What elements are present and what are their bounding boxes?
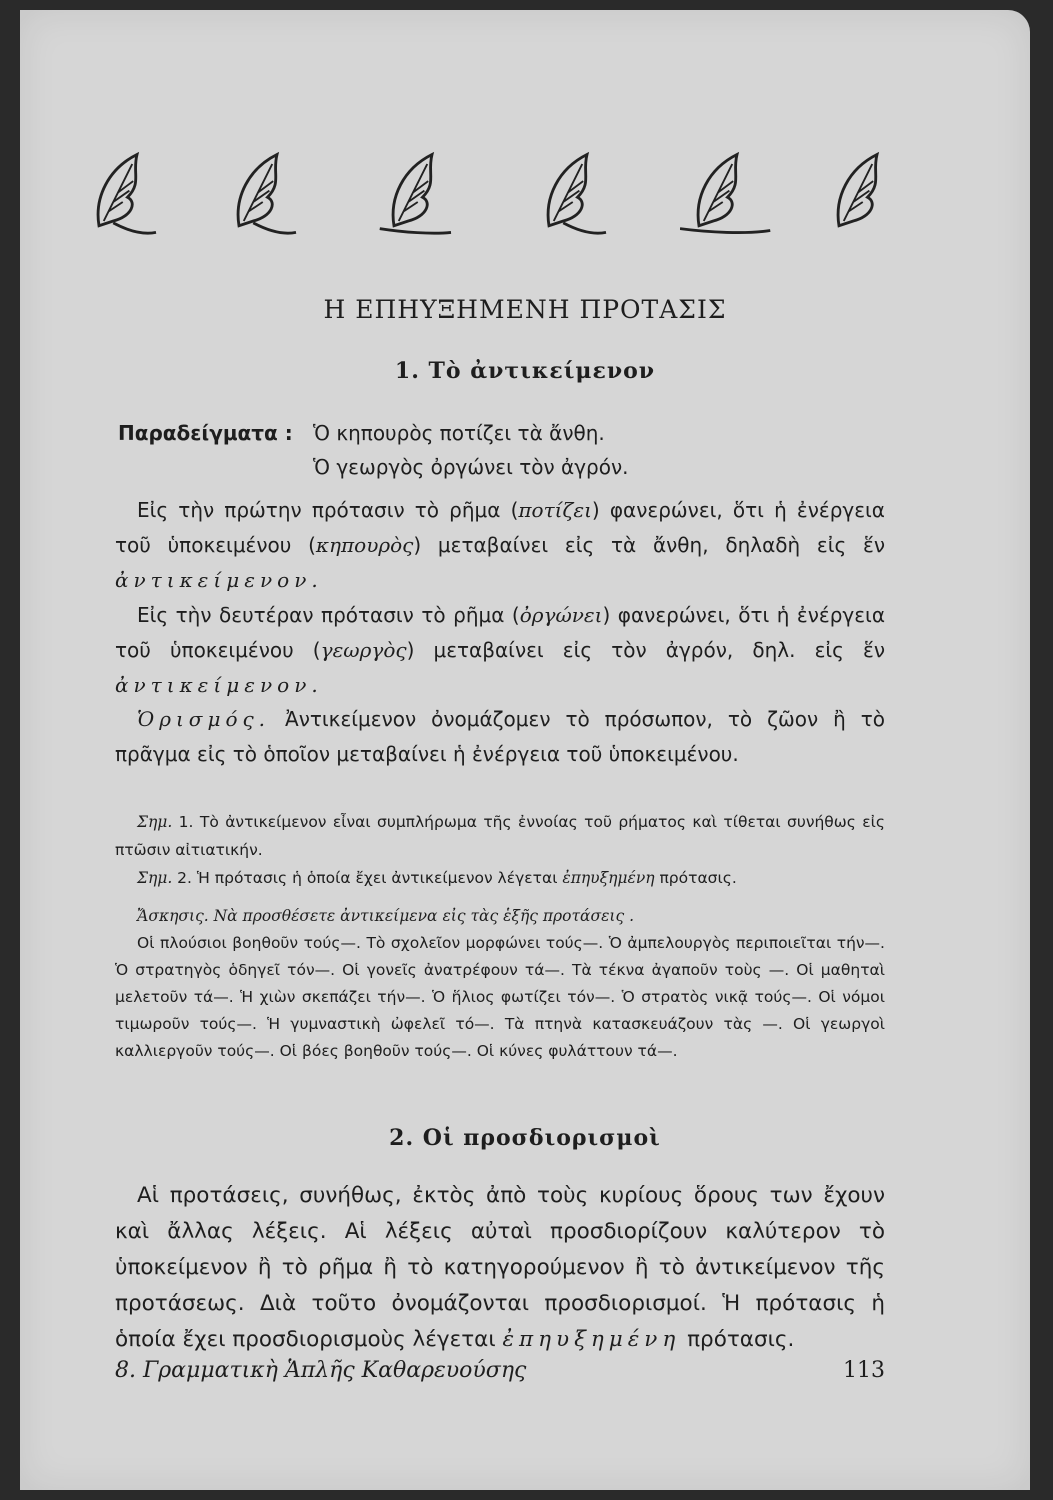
paragraph-1: Εἰς τὴν πρώτην πρότασιν τὸ ρῆμα (ποτίζει) φανερώνει, ὅτι ἡ ἐνέργεια τοῦ ὑποκειμένου (κηπουρὸς) μεταβαίνει εἰς τὰ ἄνθη, δηλαδὴ εἰς ἕν ἀντικείμενον. <box>115 498 885 592</box>
leaf-ornament-icon <box>220 145 315 240</box>
exercise-text: Οἱ πλούσιοι βοηθοῦν τούς—. Τὸ σχολεῖον μορφώνει τούς—. Ὁ ἀμπελουργὸς περιποιεῖται τήν—. Ὁ στρατηγὸς ὁδηγεῖ τόν—. Οἱ γονεῖς ἀνατρέφουν τά—. Τὰ τέκνα ἀγαποῦν τοὺς —. Οἱ μαθηταὶ μελετοῦν τά—. Ἡ χιὼν σκεπάζει τήν—. Ὁ ἥλιος φωτίζει τόν—. Ὁ στρατὸς νικᾷ τούς—. Οἱ νόμοι τιμωροῦν τούς—. Ἡ γυμναστικὴ ὠφελεῖ τό—. Τὰ πτηνὰ κατασκευάζουν τὰς —. Οἱ γεωργοὶ καλλιεργοῦν τούς—. Οἱ βόες βοηθοῦν τούς—. Οἱ κύνες φυλάττουν τά—. <box>115 934 885 1060</box>
section-2-title: 2. Οἱ προσδιορισμοὶ <box>389 1125 661 1151</box>
book-page <box>20 10 1030 1490</box>
definition-term: Ὁρισμός. <box>137 707 271 731</box>
leaf-ornament-icon <box>80 145 175 240</box>
example-line: Ὁ κηπουρὸς ποτίζει τὰ ἄνθη. <box>313 421 605 445</box>
page-footer <box>115 1358 885 1383</box>
ornament-row <box>80 145 910 245</box>
example-line: Ὁ γεωργὸς ὀργώνει τὸν ἀγρόν. <box>313 455 629 479</box>
paragraph-3: Αἱ προτάσεις, συνήθως, ἐκτὸς ἀπὸ τοὺς κυρίους ὅρους των ἔχουν καὶ ἄλλας λέξεις. Αἱ λέξεις αὐταὶ προσδιορίζουν καλύτερον τὸ ὑποκείμενον ἢ τὸ ρῆμα ἢ τὸ κατηγορούμενον ἢ τὸ ἀντικείμενον τῆς προτάσεως. Διὰ τοῦτο ὀνομάζονται προσδιορισμοί. Ἡ πρότασις ἡ ὁποία ἔχει προσδιορισμοὺς λέγεται ἐπηυξημένη πρότασις. <box>115 1183 885 1352</box>
examples-label: Παραδείγματα : <box>118 421 293 445</box>
page-title: Η ΕΠΗΥΞΗΜΕΝΗ ΠΡΟΤΑΣΙΣ <box>323 295 727 324</box>
examples <box>118 416 629 484</box>
exercise-title: Ἄσκησις. Νὰ προσθέσετε ἀντικείμενα εἰς τὰς ἑξῆς προτάσεις . <box>137 907 635 925</box>
leaf-ornament-icon <box>680 145 775 240</box>
leaf-ornament-icon <box>530 145 625 240</box>
leaf-ornament-icon <box>375 145 470 240</box>
page-number: 113 <box>843 1358 885 1383</box>
paragraph-2: Εἰς τὴν δευτέραν πρότασιν τὸ ρῆμα (ὀργώνει) φανερώνει, ὅτι ἡ ἐνέργεια τοῦ ὑποκειμένου (γεωργὸς) μεταβαίνει εἰς τὸν ἀγρόν, δηλ. εἰς ἕν ἀντικείμενον. <box>115 603 885 697</box>
notes: Σημ. 1. Τὸ ἀντικείμενον εἶναι συμπλήρωμα τῆς ἐννοίας τοῦ ρήματος καὶ τίθεται συνήθως εἰς πτῶσιν αἰτιατικήν. Σημ. 2. Ἡ πρότασις ἡ ὁποία ἔχει ἀντικείμενον λέγεται ἐπηυξημένη πρότασις. <box>115 813 885 887</box>
section-1-title: 1. Τὸ ἀντικείμενον <box>394 358 656 384</box>
definition: Ὁρισμός. Ἀντικείμενον ὀνομάζομεν τὸ πρόσωπον, τὸ ζῶον ἢ τὸ πρᾶγμα εἰς τὸ ὁποῖον μεταβαίνει ἡ ἐνέργεια τοῦ ὑποκειμένου. <box>115 707 885 766</box>
leaf-ornament-icon <box>820 145 915 240</box>
exercise <box>115 903 885 1065</box>
book-title: 8. Γραμματικὴ Ἁπλῆς Καθαρευούσης <box>115 1358 527 1383</box>
